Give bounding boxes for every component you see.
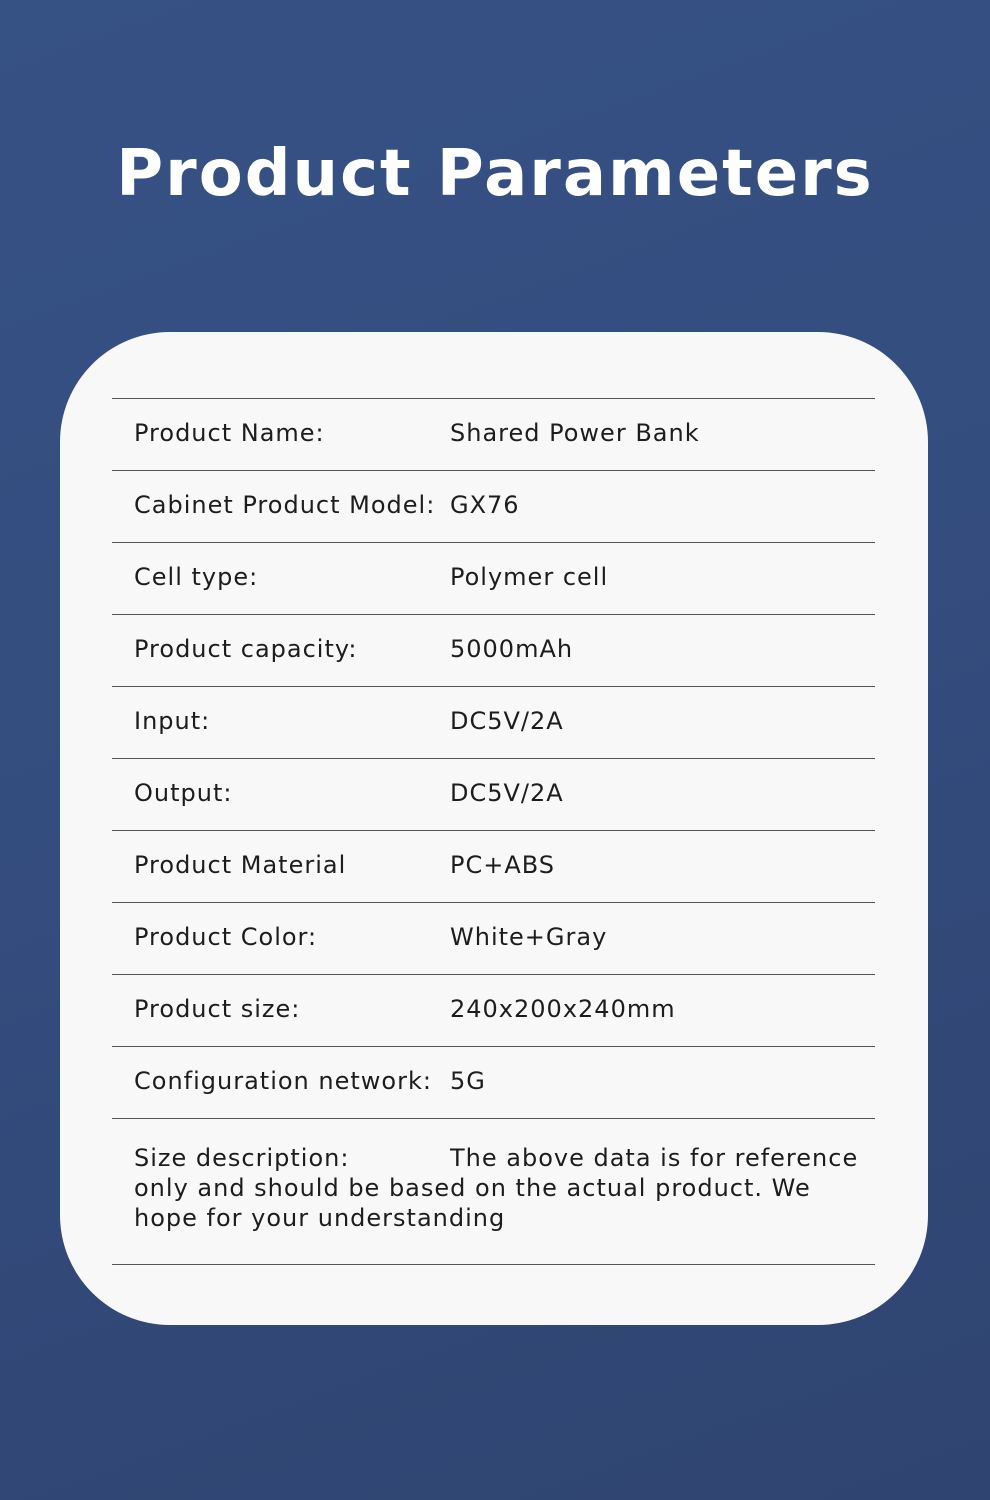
row-value: Polymer cell bbox=[450, 563, 609, 591]
parameters-table bbox=[112, 398, 875, 1265]
row-label: Output: bbox=[134, 779, 233, 807]
row-label: Configuration network: bbox=[134, 1067, 432, 1095]
table-row bbox=[112, 975, 875, 1047]
size-description-value: The above data is for reference only and should be based on the actual product. We hope for your understanding bbox=[134, 1144, 859, 1232]
parameters-card bbox=[60, 332, 928, 1325]
table-row bbox=[112, 543, 875, 615]
row-value: White+Gray bbox=[450, 923, 608, 951]
row-value: DC5V/2A bbox=[450, 707, 564, 735]
table-row bbox=[112, 687, 875, 759]
table-row bbox=[112, 759, 875, 831]
table-row bbox=[112, 831, 875, 903]
row-value: Shared Power Bank bbox=[450, 419, 700, 447]
size-description bbox=[134, 1143, 874, 1233]
size-description-label: Size description: bbox=[134, 1144, 350, 1172]
row-value: GX76 bbox=[450, 491, 520, 519]
table-row bbox=[112, 471, 875, 543]
row-label: Product size: bbox=[134, 995, 301, 1023]
row-value: 5G bbox=[450, 1067, 486, 1095]
table-row bbox=[112, 903, 875, 975]
page-title: Product Parameters bbox=[116, 137, 874, 211]
row-label: Product Name: bbox=[134, 419, 325, 447]
row-value: PC+ABS bbox=[450, 851, 556, 879]
row-value: 5000mAh bbox=[450, 635, 574, 663]
table-row bbox=[112, 615, 875, 687]
size-description-row bbox=[112, 1119, 875, 1265]
row-label: Cabinet Product Model: bbox=[134, 491, 436, 519]
table-row bbox=[112, 399, 875, 471]
row-label: Cell type: bbox=[134, 563, 259, 591]
row-label: Input: bbox=[134, 707, 211, 735]
row-label: Product Material bbox=[134, 851, 347, 879]
row-label: Product Color: bbox=[134, 923, 318, 951]
row-label: Product capacity: bbox=[134, 635, 358, 663]
row-value: DC5V/2A bbox=[450, 779, 564, 807]
row-value: 240x200x240mm bbox=[450, 995, 676, 1023]
table-row bbox=[112, 1047, 875, 1119]
